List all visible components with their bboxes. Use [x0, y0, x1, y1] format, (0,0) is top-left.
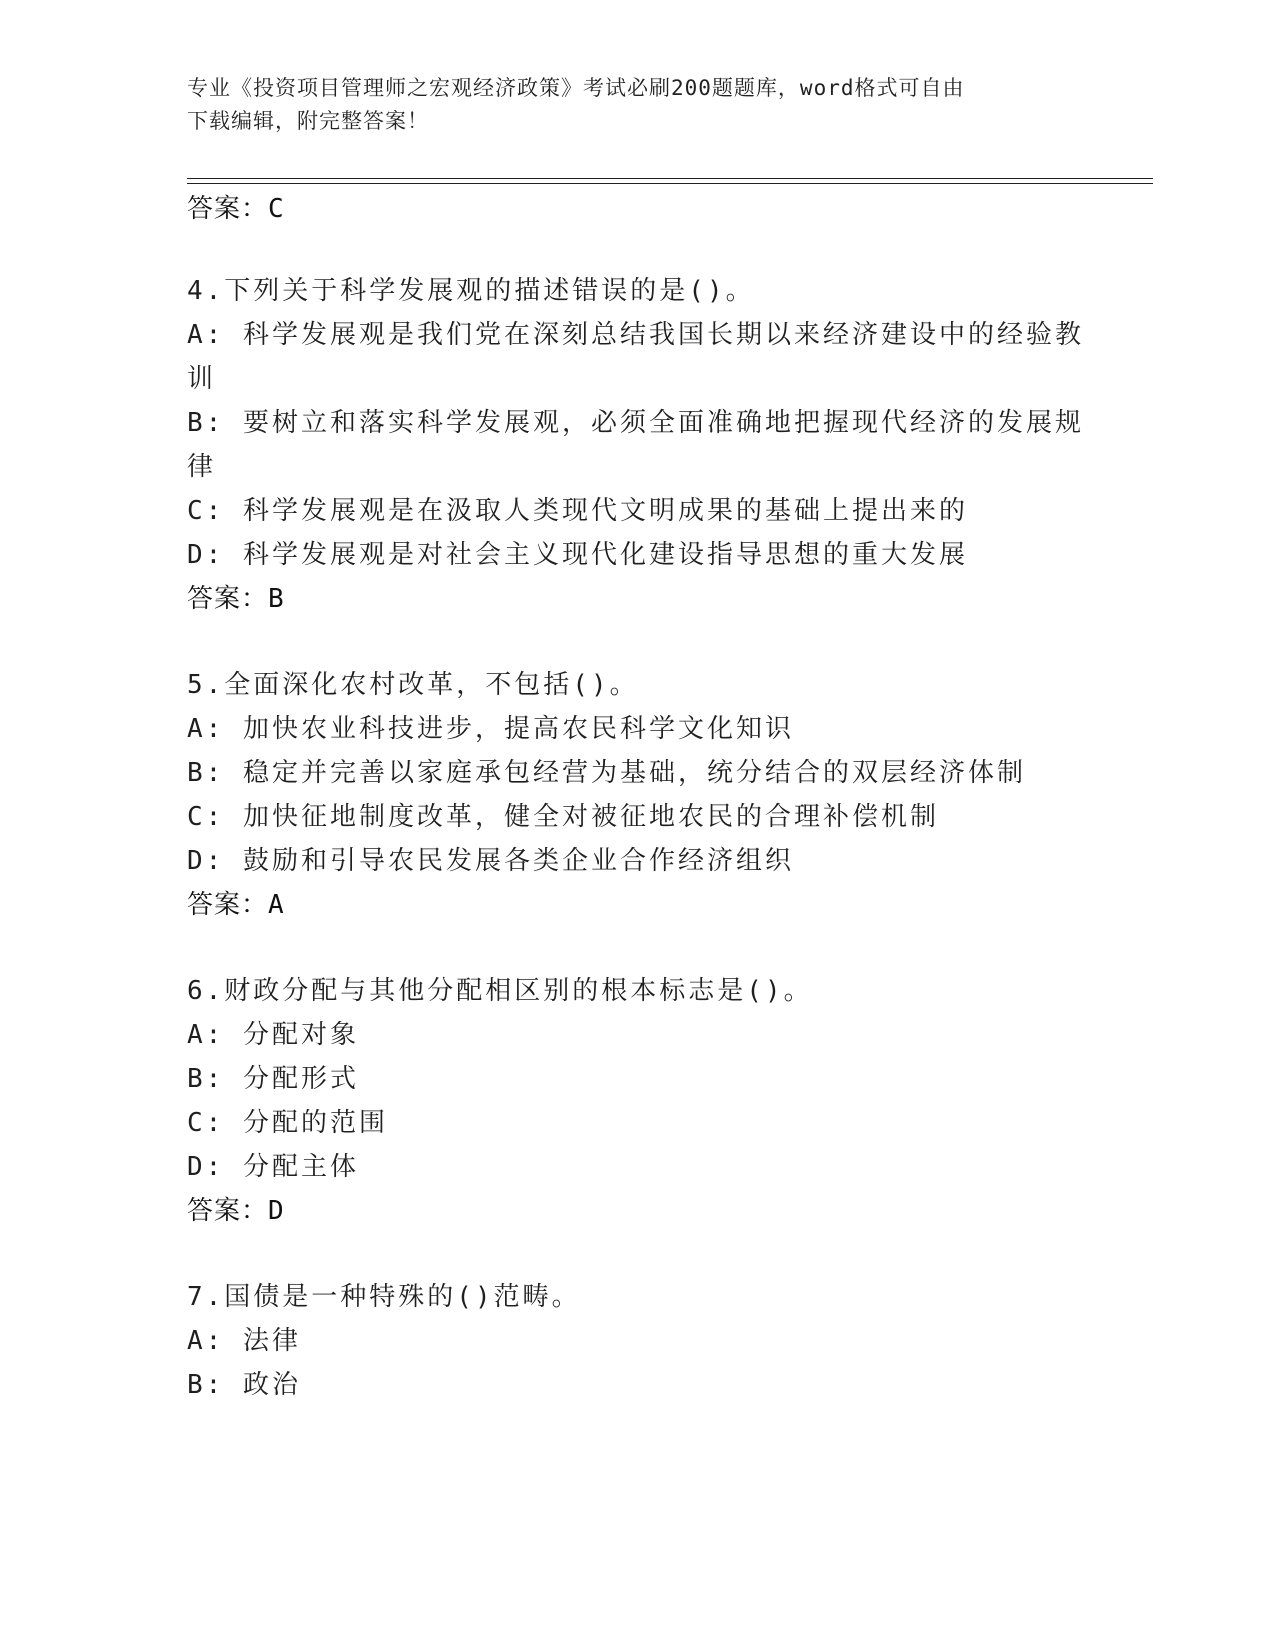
option-a: A: 加快农业科技进步，提高农民科学文化知识	[187, 714, 794, 744]
option-c: C: 分配的范围	[187, 1108, 388, 1138]
answer-line: 答案：C	[187, 194, 285, 224]
option-a: A: 法律	[187, 1326, 301, 1356]
header-line-2: 下载编辑，附完整答案！	[187, 109, 429, 133]
option-b: B: 稳定并完善以家庭承包经营为基础，统分结合的双层经济体制	[187, 758, 1026, 788]
option-c: C: 科学发展观是在汲取人类现代文明成果的基础上提出来的	[187, 496, 968, 526]
header-line-1: 专业《投资项目管理师之宏观经济政策》考试必刷200题题库，word格式可自由	[187, 76, 965, 100]
option-b: B: 要树立和落实科学发展观，必须全面准确地把握现代经济的发展规	[187, 408, 1084, 438]
option-b: B: 政治	[187, 1370, 301, 1400]
question-stem: 7.国债是一种特殊的()范畴。	[187, 1282, 581, 1312]
answer-line: 答案：D	[187, 1196, 285, 1226]
option-a: A: 分配对象	[187, 1020, 359, 1050]
question-stem: 5.全面深化农村改革，不包括()。	[187, 670, 639, 700]
question-stem: 4.下列关于科学发展观的描述错误的是()。	[187, 276, 755, 306]
option-b-continued: 律	[187, 452, 217, 482]
option-d: D: 鼓励和引导农民发展各类企业合作经济组织	[187, 846, 794, 876]
document-header	[187, 72, 1067, 138]
answer-line: 答案：A	[187, 890, 285, 920]
question-stem: 6.财政分配与其他分配相区别的根本标志是()。	[187, 976, 813, 1006]
answer-line: 答案：B	[187, 584, 285, 614]
header-divider-top	[187, 178, 1153, 179]
option-c: C: 加快征地制度改革，健全对被征地农民的合理补偿机制	[187, 802, 939, 832]
option-a: A: 科学发展观是我们党在深刻总结我国长期以来经济建设中的经验教	[187, 320, 1084, 350]
option-b: B: 分配形式	[187, 1064, 359, 1094]
option-d: D: 科学发展观是对社会主义现代化建设指导思想的重大发展	[187, 540, 968, 570]
option-a-continued: 训	[187, 364, 217, 394]
header-divider-bottom	[187, 183, 1153, 184]
option-d: D: 分配主体	[187, 1152, 359, 1182]
